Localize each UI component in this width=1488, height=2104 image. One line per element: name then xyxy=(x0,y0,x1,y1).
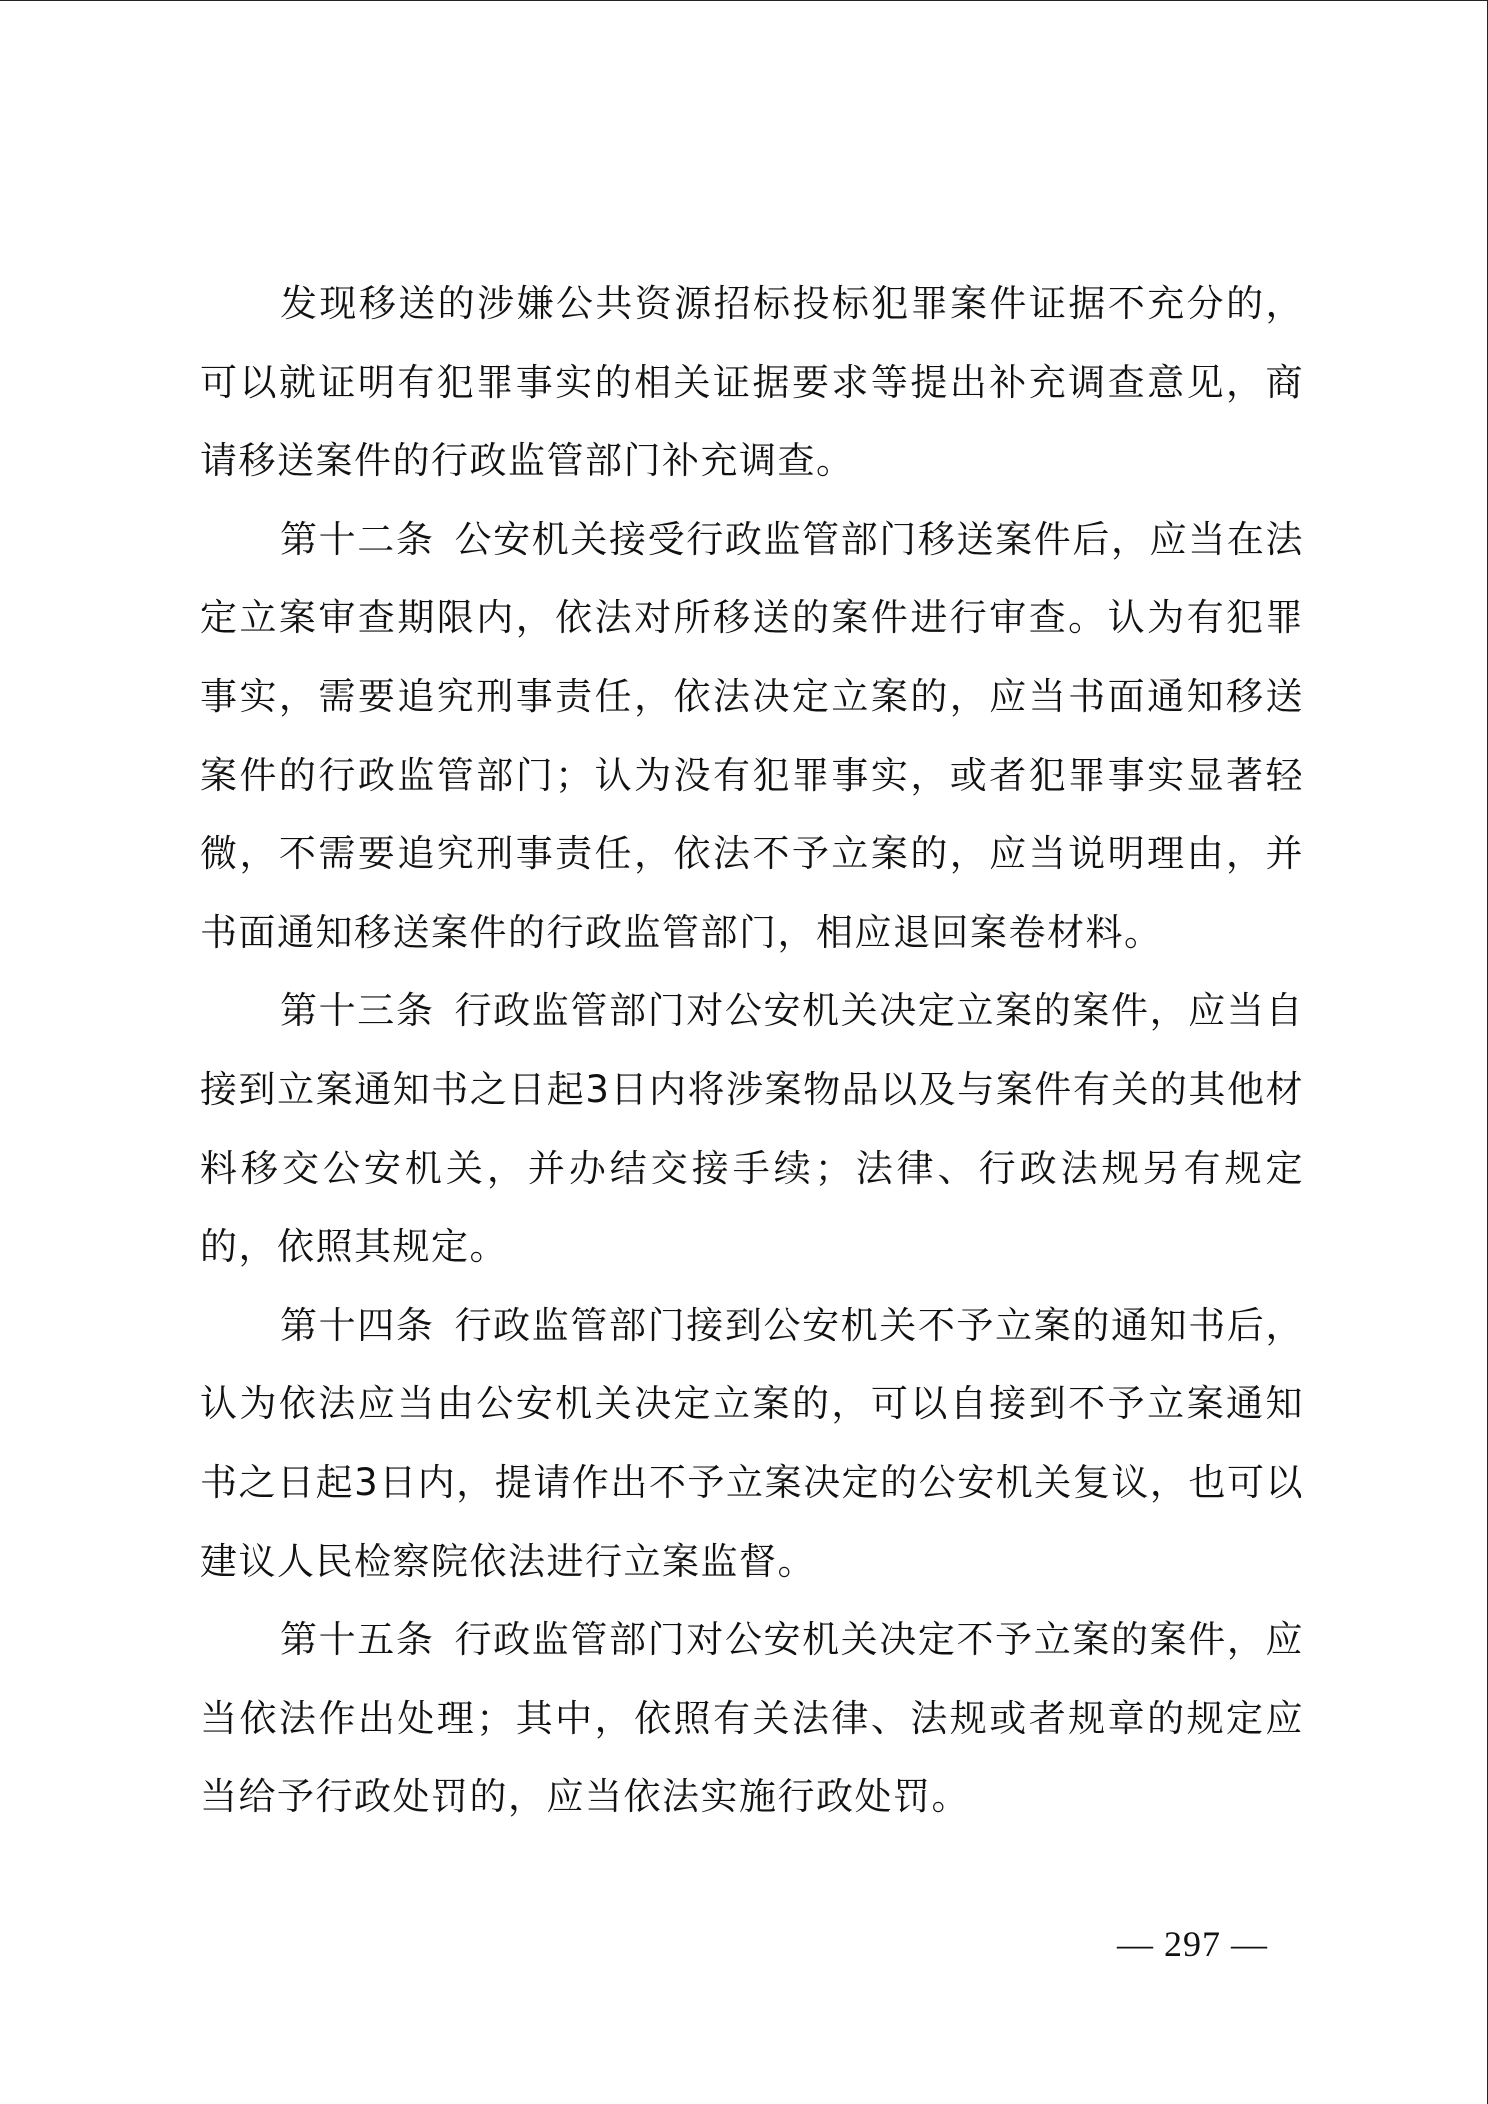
article-heading: 第十二条 xyxy=(280,517,435,561)
article-15 xyxy=(200,1601,1304,1837)
article-12 xyxy=(200,501,1304,973)
article-text: 行政监管部门对公安机关决定立案的案件，应当自接到立案通知书之日起3日内将涉案物品以及与案件有关的其他材料移交公安机关，并办结交接手续；法律、行政法规另有规定的，依照其规定。 xyxy=(200,989,1305,1269)
article-text: 行政监管部门接到公安机关不予立案的通知书后，认为依法应当由公安机关决定立案的，可以自接到不予立案通知书之日起3日内，提请作出不予立案决定的公安机关复议，也可以建议人民检察院依法进行立案监督。 xyxy=(200,1303,1305,1583)
article-14 xyxy=(200,1287,1304,1601)
paragraph-continued xyxy=(200,265,1304,501)
article-heading: 第十四条 xyxy=(280,1303,435,1347)
article-text: 公安机关接受行政监管部门移送案件后，应当在法定立案审查期限内，依法对所移送的案件进行审查。认为有犯罪事实，需要追究刑事责任，依法决定立案的，应当书面通知移送案件的行政监管部门；认为没有犯罪事实，或者犯罪事实显著轻微，不需要追究刑事责任，依法不予立案的，应当说明理由，并书面通知移送案件的行政监管部门，相应退回案卷材料。 xyxy=(200,517,1305,954)
article-heading: 第十三条 xyxy=(280,989,435,1033)
article-13 xyxy=(200,972,1304,1286)
page-number: — 297 — xyxy=(1117,1924,1268,1964)
paragraph-text: 发现移送的涉嫌公共资源招标投标犯罪案件证据不充分的，可以就证明有犯罪事实的相关证据要求等提出补充调查意见，商请移送案件的行政监管部门补充调查。 xyxy=(200,282,1304,483)
body-text xyxy=(200,265,1304,1837)
article-text: 行政监管部门对公安机关决定不予立案的案件，应当依法作出处理；其中，依照有关法律、法规或者规章的规定应当给予行政处罚的，应当依法实施行政处罚。 xyxy=(200,1618,1305,1819)
article-heading: 第十五条 xyxy=(280,1618,435,1662)
